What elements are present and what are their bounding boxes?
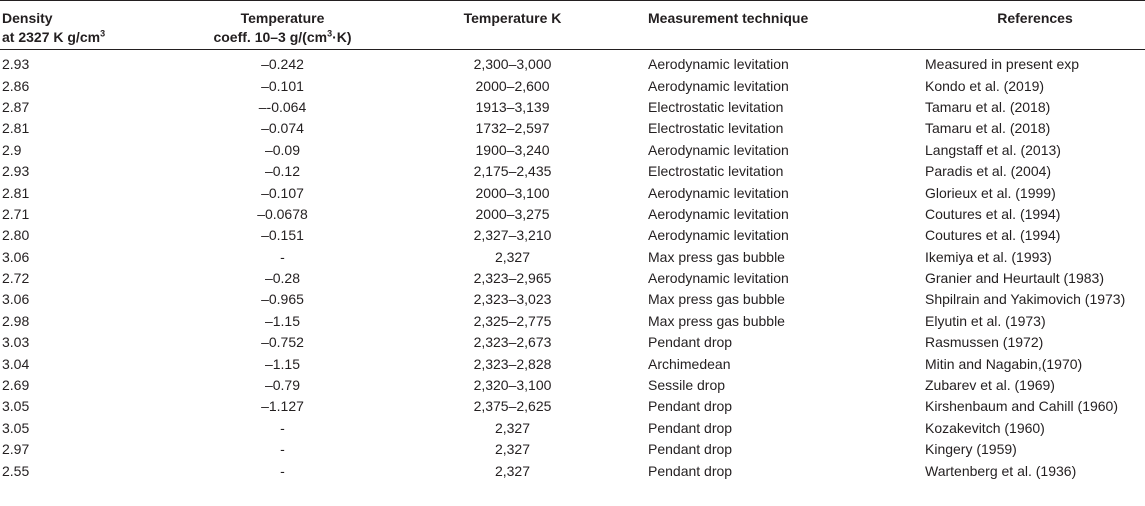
header-references: References <box>925 1 1145 50</box>
cell-reference: Zubarev et al. (1969) <box>925 377 1055 394</box>
table-row <box>0 418 1145 439</box>
cell-temperature-coefficient: –0.965 <box>261 291 304 308</box>
cell-temperature-range: 2000–3,275 <box>475 205 550 222</box>
cell-density: 3.06 <box>2 248 30 265</box>
cell-temperature-range: 2,325–2,775 <box>473 312 552 329</box>
header-temperature-coefficient <box>186 1 379 50</box>
table-row <box>0 97 1145 118</box>
cell-temperature-range: 2,300–3,000 <box>473 56 552 73</box>
cell-reference: Kingery (1959) <box>925 441 1017 458</box>
header-density-superscript: 3 <box>100 28 106 39</box>
table-row <box>0 289 1145 310</box>
cell-temperature-coefficient: –-0.064 <box>258 98 307 115</box>
cell-reference: Ikemiya et al. (1993) <box>925 248 1052 265</box>
cell-measurement-technique: Aerodynamic levitation <box>648 77 789 94</box>
cell-reference: Wartenberg et al. (1936) <box>925 462 1077 479</box>
cell-measurement-technique: Aerodynamic levitation <box>648 56 789 73</box>
header-temperature: Temperature K <box>379 1 646 50</box>
cell-measurement-technique: Pendant drop <box>648 462 733 479</box>
cell-reference: Paradis et al. (2004) <box>925 163 1052 180</box>
cell-temperature-range: 2,323–2,965 <box>473 270 552 287</box>
header-row <box>0 1 1145 50</box>
cell-temperature-range: 2000–2,600 <box>475 77 550 94</box>
cell-reference: Coutures et al. (1994) <box>925 227 1061 244</box>
cell-measurement-technique: Max press gas bubble <box>648 291 785 308</box>
cell-temperature-coefficient: –0.752 <box>261 334 304 351</box>
cell-reference: Langstaff et al. (2013) <box>925 141 1061 158</box>
cell-measurement-technique: Electrostatic levitation <box>648 163 784 180</box>
cell-temperature-coefficient: –0.09 <box>264 141 301 158</box>
cell-measurement-technique: Max press gas bubble <box>648 312 785 329</box>
cell-measurement-technique: Aerodynamic levitation <box>648 205 789 222</box>
cell-temperature-coefficient: –0.074 <box>261 120 304 137</box>
cell-temperature-coefficient: - <box>280 462 285 479</box>
header-measurement-technique: Measurement technique <box>646 1 925 50</box>
cell-density: 3.06 <box>2 291 30 308</box>
table-row <box>0 140 1145 161</box>
cell-measurement-technique: Aerodynamic levitation <box>648 184 789 201</box>
cell-reference: Mitin and Nagabin,(1970) <box>925 355 1083 372</box>
cell-density: 2.93 <box>2 56 30 73</box>
cell-reference: Kirshenbaum and Cahill (1960) <box>925 398 1118 415</box>
header-density <box>0 1 186 50</box>
cell-reference: Rasmussen (1972) <box>925 334 1044 351</box>
cell-density: 2.80 <box>2 227 30 244</box>
cell-temperature-coefficient: –0.79 <box>264 377 301 394</box>
cell-temperature-range: 2,175–2,435 <box>473 163 552 180</box>
header-tempcoeff-line2a: coeff. 10–3 g/(cm <box>213 29 328 45</box>
cell-measurement-technique: Aerodynamic levitation <box>648 141 789 158</box>
cell-density: 2.86 <box>2 77 30 94</box>
cell-temperature-coefficient: –0.151 <box>261 227 304 244</box>
table-row <box>0 204 1145 225</box>
cell-measurement-technique: Archimedean <box>648 355 731 372</box>
cell-density: 2.93 <box>2 163 30 180</box>
cell-reference: Measured in present exp <box>925 56 1080 73</box>
cell-density: 2.55 <box>2 462 30 479</box>
cell-temperature-range: 2,323–2,828 <box>473 355 552 372</box>
cell-temperature-range: 2000–3,100 <box>475 184 550 201</box>
cell-reference: Glorieux et al. (1999) <box>925 184 1056 201</box>
cell-temperature-range: 2,323–2,673 <box>473 334 552 351</box>
cell-density: 3.03 <box>2 334 30 351</box>
cell-reference: Granier and Heurtault (1983) <box>925 270 1104 287</box>
cell-density: 2.98 <box>2 312 30 329</box>
cell-density: 3.05 <box>2 419 30 436</box>
table-row <box>0 247 1145 268</box>
cell-reference: Elyutin et al. (1973) <box>925 312 1046 329</box>
cell-temperature-coefficient: –1.15 <box>264 312 301 329</box>
cell-measurement-technique: Aerodynamic levitation <box>648 227 789 244</box>
table-row <box>0 118 1145 139</box>
cell-measurement-technique: Pendant drop <box>648 441 733 458</box>
cell-density: 2.81 <box>2 184 30 201</box>
cell-temperature-coefficient: - <box>280 248 285 265</box>
cell-density: 2.72 <box>2 270 30 287</box>
cell-temperature-range: 2,327 <box>494 248 531 265</box>
cell-measurement-technique: Aerodynamic levitation <box>648 270 789 287</box>
cell-temperature-coefficient: –1.15 <box>264 355 301 372</box>
table-row <box>0 225 1145 246</box>
cell-measurement-technique: Pendant drop <box>648 419 733 436</box>
cell-temperature-range: 2,323–3,023 <box>473 291 552 308</box>
table-row <box>0 161 1145 182</box>
header-tempcoeff-line2b: ·K) <box>332 29 352 45</box>
table-row <box>0 375 1145 396</box>
cell-temperature-coefficient: –0.242 <box>261 56 304 73</box>
cell-measurement-technique: Sessile drop <box>648 377 726 394</box>
header-tempcoeff-line1: Temperature <box>240 10 325 26</box>
cell-density: 2.69 <box>2 377 30 394</box>
table-row <box>0 268 1145 289</box>
cell-reference: Tamaru et al. (2018) <box>925 120 1051 137</box>
cell-temperature-range: 2,375–2,625 <box>473 398 552 415</box>
cell-measurement-technique: Pendant drop <box>648 334 733 351</box>
cell-density: 2.81 <box>2 120 30 137</box>
table-row <box>0 332 1145 353</box>
header-density-line2: at 2327 K g/cm <box>2 29 101 45</box>
table-row <box>0 311 1145 332</box>
cell-temperature-range: 1913–3,139 <box>475 98 550 115</box>
header-density-line1: Density <box>2 10 53 26</box>
cell-reference: Shpilrain and Yakimovich (1973) <box>925 291 1126 308</box>
cell-density: 2.71 <box>2 205 30 222</box>
cell-measurement-technique: Electrostatic levitation <box>648 98 784 115</box>
cell-temperature-range: 1900–3,240 <box>475 141 550 158</box>
cell-measurement-technique: Pendant drop <box>648 398 733 415</box>
table-row <box>0 353 1145 374</box>
cell-temperature-coefficient: - <box>280 441 285 458</box>
cell-temperature-range: 2,327 <box>494 441 531 458</box>
cell-density: 3.04 <box>2 355 30 372</box>
table-header <box>0 1 1145 50</box>
cell-reference: Kondo et al. (2019) <box>925 77 1045 94</box>
cell-density: 2.9 <box>2 141 22 158</box>
table-row <box>0 439 1145 460</box>
cell-temperature-range: 2,327 <box>494 462 531 479</box>
cell-reference: Kozakevitch (1960) <box>925 419 1045 436</box>
cell-density: 2.87 <box>2 98 30 115</box>
cell-temperature-coefficient: –0.101 <box>261 77 304 94</box>
table-row <box>0 460 1145 481</box>
cell-temperature-range: 2,327–3,210 <box>473 227 552 244</box>
cell-density: 3.05 <box>2 398 30 415</box>
cell-temperature-coefficient: –0.12 <box>264 163 301 180</box>
cell-reference: Coutures et al. (1994) <box>925 205 1061 222</box>
cell-temperature-range: 1732–2,597 <box>475 120 550 137</box>
cell-temperature-coefficient: –0.0678 <box>257 205 308 222</box>
cell-temperature-range: 2,320–3,100 <box>473 377 552 394</box>
cell-reference: Tamaru et al. (2018) <box>925 98 1051 115</box>
cell-measurement-technique: Electrostatic levitation <box>648 120 784 137</box>
table-body <box>0 50 1145 482</box>
cell-temperature-coefficient: –1.127 <box>261 398 304 415</box>
table-row <box>0 396 1145 417</box>
table-row <box>0 75 1145 96</box>
cell-measurement-technique: Max press gas bubble <box>648 248 785 265</box>
header-tempcoeff-superscript: 3 <box>327 28 333 39</box>
cell-density: 2.97 <box>2 441 30 458</box>
cell-temperature-coefficient: –0.28 <box>264 270 301 287</box>
cell-temperature-coefficient: - <box>280 419 285 436</box>
cell-temperature-coefficient: –0.107 <box>261 184 304 201</box>
table-row <box>0 50 1145 76</box>
cell-temperature-range: 2,327 <box>494 419 531 436</box>
table-row <box>0 182 1145 203</box>
